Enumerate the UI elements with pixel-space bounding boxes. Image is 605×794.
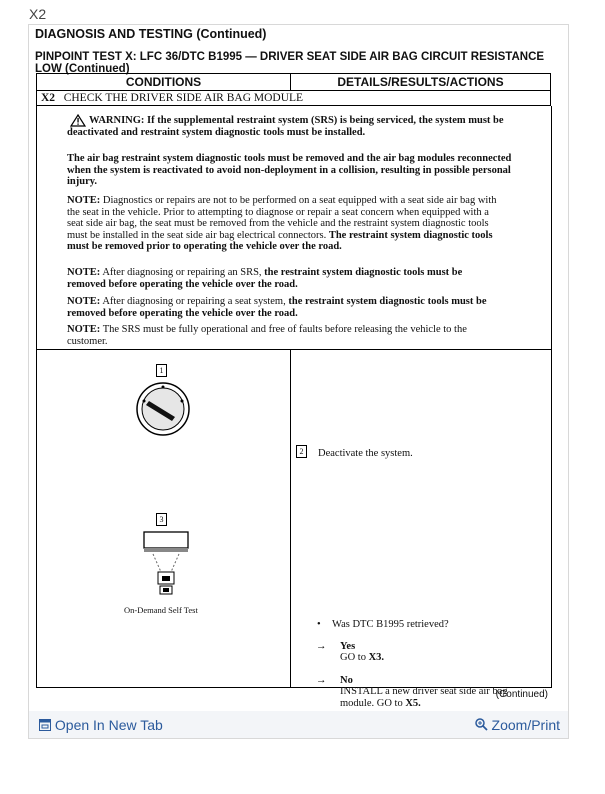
note-2: NOTE: After diagnosing or repairing an SRS, the restraint system diagnostic tools must be removed before operating the vehicle over the road. — [67, 267, 463, 290]
open-new-tab-link[interactable] — [39, 717, 163, 733]
step-number-1: 1 — [156, 364, 167, 377]
warning-text: WARNING: If the supplemental restraint system (SRS) is being serviced, the system must be deactivated and restraint system diagnostic tools must be installed. — [67, 115, 504, 138]
document-page — [35, 25, 562, 709]
zoom-print-link[interactable] — [475, 717, 560, 733]
step-number-2: 2 — [296, 445, 307, 458]
yes-label: Yes — [340, 641, 356, 652]
warning-text-2: The air bag restraint system diagnostic tools must be removed and the air bag modules reconnected when the system is reactivated to avoid non-deployment in a collision, resulting in possible personal injury. — [67, 153, 512, 187]
section-header: DIAGNOSIS AND TESTING (Continued) — [35, 27, 267, 41]
no-action: INSTALL a new driver seat side air bag module. GO to X5. — [340, 686, 508, 709]
open-tab-icon — [39, 719, 51, 731]
pinpoint-title: PINPOINT TEST X: LFC 36/DTC B1995 — DRIVER SEAT SIDE AIR BAG CIRCUIT RESISTANCE LOW (Continued) — [35, 51, 545, 75]
ignition-key-icon — [135, 381, 191, 437]
scan-tool-icon — [141, 530, 191, 602]
yes-action: GO to X3. — [340, 652, 385, 663]
col-details: DETAILS/RESULTS/ACTIONS — [291, 74, 551, 91]
warning-box — [36, 106, 552, 350]
step-row — [37, 91, 551, 106]
step-number-3: 3 — [156, 513, 167, 526]
arrow-right-icon: → — [316, 641, 327, 652]
continued-label: (Continued) — [495, 689, 548, 700]
column-divider — [290, 349, 291, 687]
action-deactivate: Deactivate the system. — [318, 448, 413, 459]
magnifier-icon — [475, 718, 488, 731]
question-text: Was DTC B1995 retrieved? — [332, 619, 449, 630]
page-tag: X2 — [29, 6, 47, 22]
document-frame — [28, 24, 569, 739]
step-title: CHECK THE DRIVER SIDE AIR BAG MODULE — [63, 92, 304, 104]
open-new-tab-label[interactable]: Open In New Tab — [54, 717, 163, 733]
note-3: NOTE: After diagnosing or repairing a seat system, the restraint system diagnostic tools must be removed before operating the vehicle over the road. — [67, 296, 487, 319]
bullet: • — [317, 619, 321, 630]
viewer-footer — [29, 711, 568, 738]
zoom-print-label[interactable]: Zoom/Print — [491, 717, 560, 733]
self-test-caption: On-Demand Self Test — [124, 605, 198, 615]
arrow-right-icon: → — [316, 675, 327, 686]
no-label: No — [340, 675, 353, 686]
conditions-table — [36, 73, 551, 106]
note-1: NOTE: Diagnostics or repairs are not to be performed on a seat equipped with a seat side air bag with the seat in the vehicle. Prior to attempting to diagnose or repair a seat concern when equipped with a seat side air bag, the seat must be removed from the vehicle and the restraint system diagnostic tools must be installed in the seat side air bag electrical connectors. The restraint system diagnostic tools must be removed prior to operating the vehicle over the road. — [67, 195, 497, 252]
col-conditions: CONDITIONS — [37, 74, 291, 91]
step-id: X2 — [41, 92, 56, 104]
note-4: NOTE: The SRS must be fully operational and free of faults before releasing the vehicle to the customer. — [67, 324, 467, 347]
